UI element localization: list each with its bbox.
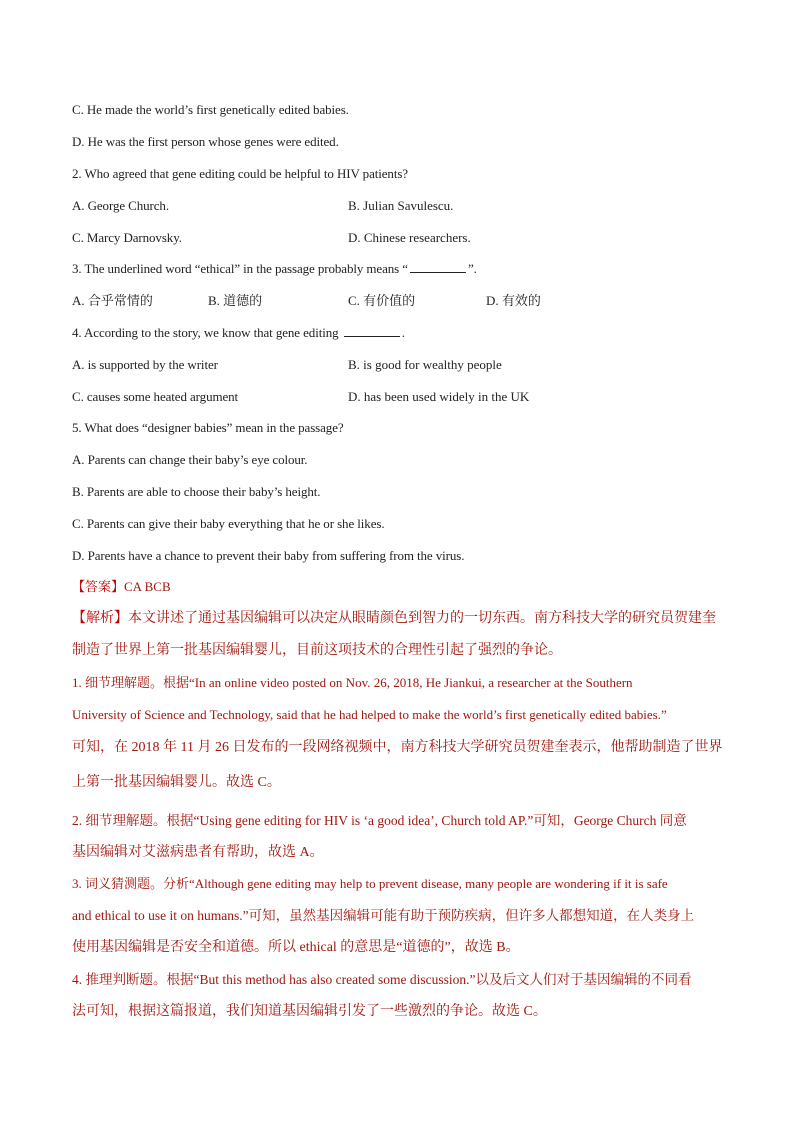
answer-value: CA BCB [124, 579, 171, 594]
q3-option-a: A. 合乎常情的 [72, 293, 153, 308]
analysis-p3-line-3: 使用基因编辑是否安全和道德。所以 ethical 的意思是“道德的”，故选 B。 [72, 940, 520, 955]
q4-option-c: C. causes some heated argument [72, 389, 239, 404]
q2-option-b: B. Julian Savulescu. [348, 198, 454, 213]
q3-stem [72, 259, 477, 279]
q5-option-a: A. Parents can change their baby’s eye colour. [72, 452, 308, 467]
q1-option-c: C. He made the world’s first genetically edited babies. [72, 102, 349, 117]
analysis-intro-text: 本文讲述了通过基因编辑可以决定从眼睛颜色到智力的一切东西。南方科技大学的研究员贺建奎 [128, 611, 716, 626]
analysis-tag: 【解析】 [72, 611, 128, 626]
q4-stem [72, 323, 405, 343]
q4-stem-text: 4. According to the story, we know that gene editing [72, 325, 342, 340]
analysis-p1-line-1: 1. 细节理解题。根据“In an online video posted on Nov. 26, 2018, He Jiankui, a researcher at the Southern [72, 675, 633, 690]
q4-option-b: B. is good for wealthy people [348, 357, 502, 372]
analysis-p3-line-1: 3. 词义猜测题。分析“Although gene editing may help to prevent disease, many people are wondering if it is safe [72, 876, 668, 891]
analysis-p2-line-1: 2. 细节理解题。根据“Using gene editing for HIV is ‘a good idea’, Church told AP.”可知，George Church 同意 [72, 813, 687, 828]
analysis-p4-line-2: 法可知，根据这篇报道，我们知道基因编辑引发了一些激烈的争论。故选 C。 [72, 1004, 547, 1019]
answer-line [72, 577, 724, 597]
answer-tag: 【答案】 [72, 579, 125, 594]
q2-option-c: C. Marcy Darnovsky. [72, 230, 182, 245]
q2-stem: 2. Who agreed that gene editing could be helpful to HIV patients? [72, 166, 408, 181]
q2-option-d: D. Chinese researchers. [348, 230, 471, 245]
q3-option-b: B. 道德的 [208, 293, 263, 308]
analysis-p1-line-3: 可知，在 2018 年 11 月 26 日发布的一段网络视频中，南方科技大学研究员贺建奎表示，他帮助制造了世界 [72, 740, 723, 755]
answer-blank [410, 260, 466, 273]
analysis-p4-line-1: 4. 推理判断题。根据“But this method has also created some discussion.”以及后文人们对于基因编辑的不同看 [72, 972, 692, 987]
q4-option-d: D. has been used widely in the UK [348, 389, 530, 404]
q5-option-d: D. Parents have a chance to prevent their baby from suffering from the virus. [72, 548, 465, 563]
answer-blank [344, 324, 400, 337]
q5-stem: 5. What does “designer babies” mean in the passage? [72, 420, 344, 435]
q3-option-d: D. 有效的 [486, 293, 541, 308]
q3-stem-text: 3. The underlined word “ethical” in the passage probably means “ [72, 261, 408, 276]
q1-option-d: D. He was the first person whose genes were edited. [72, 134, 339, 149]
q3-option-c: C. 有价值的 [348, 293, 416, 308]
q4-option-a: A. is supported by the writer [72, 357, 218, 372]
analysis-intro-line-1 [72, 609, 724, 629]
analysis-p2-line-2: 基因编辑对艾滋病患者有帮助，故选 A。 [72, 845, 324, 860]
analysis-p3-line-2: and ethical to use it on humans.”可知，虽然基因编辑可能有助于预防疾病，但许多人都想知道，在人类身上 [72, 908, 695, 923]
q2-option-a: A. George Church. [72, 198, 169, 213]
analysis-intro-line-2: 制造了世界上第一批基因编辑婴儿，目前这项技术的合理性引起了强烈的争论。 [72, 643, 562, 658]
q3-stem-end: ”. [467, 261, 477, 276]
analysis-p1-line-4: 上第一批基因编辑婴儿。故选 C。 [72, 775, 281, 790]
q5-option-c: C. Parents can give their baby everything that he or she likes. [72, 516, 385, 531]
analysis-p1-line-2: University of Science and Technology, said that he had helped to make the world’s first genetically edited babies.” [72, 707, 667, 722]
q4-stem-end: . [401, 325, 405, 340]
q5-option-b: B. Parents are able to choose their baby’s height. [72, 484, 321, 499]
